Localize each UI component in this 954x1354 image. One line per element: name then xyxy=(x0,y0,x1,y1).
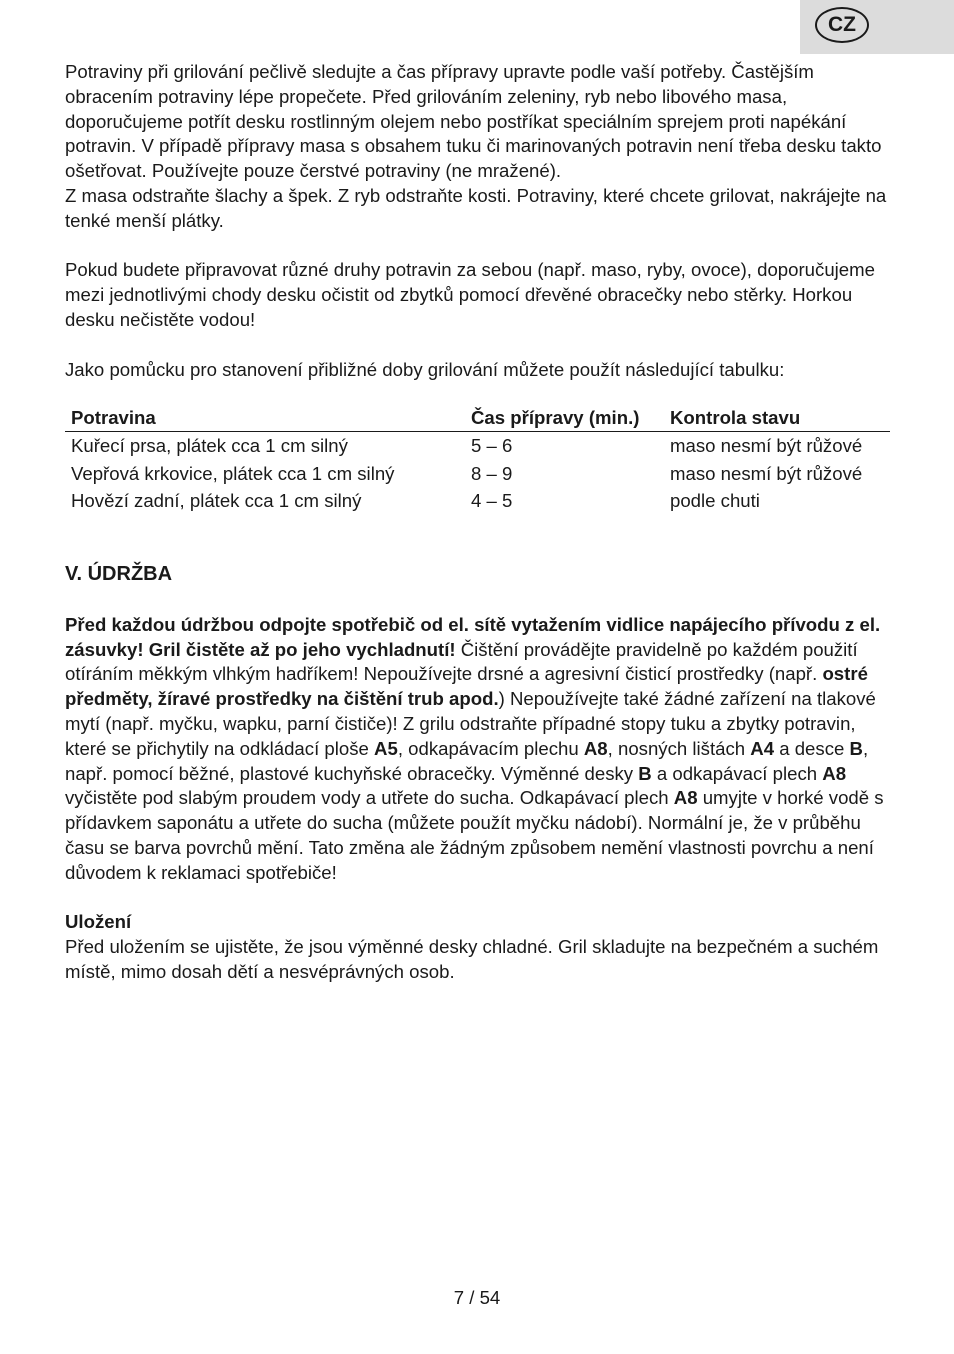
table-cell: maso nesmí být růžové xyxy=(670,462,863,484)
table-header-check: Kontrola stavu xyxy=(664,404,890,432)
table-row xyxy=(65,460,890,488)
table-header-time: Čas přípravy (min.) xyxy=(465,404,664,432)
section-title-storage: Uložení xyxy=(65,911,132,933)
part-ref: A5 xyxy=(374,737,398,759)
warning-text-2: ostré předměty, žíravé prostředky na čištění trub apod. xyxy=(65,663,868,710)
table-cell: 8 – 9 xyxy=(471,462,513,484)
table-cell: Vepřová krkovice, plátek cca 1 cm silný xyxy=(71,462,395,484)
table-header-food: Potravina xyxy=(65,404,465,432)
table-cell: Hovězí zadní, plátek cca 1 cm silný xyxy=(71,490,362,512)
page-content xyxy=(65,60,895,985)
language-badge: CZ xyxy=(815,7,869,43)
grilling-time-table xyxy=(65,404,890,515)
paragraph-storage: Před uložením se ujistěte, že jsou výměnné desky chladné. Gril skladujte na bezpečném a suchém místě, mimo dosah dětí a nesvéprávných osob. xyxy=(65,936,879,983)
part-ref: B xyxy=(849,737,863,759)
section-title-maintenance: V. ÚDRŽBA xyxy=(65,562,173,585)
part-ref: A4 xyxy=(750,737,775,759)
table-cell: 5 – 6 xyxy=(471,435,513,457)
table-cell: Kuřecí prsa, plátek cca 1 cm silný xyxy=(71,435,348,457)
table-cell: maso nesmí být růžové xyxy=(670,435,863,457)
text-run: , např. pomocí běžné, plastové kuchyňské obracečky. Výměnné desky xyxy=(65,737,869,784)
part-ref: A8 xyxy=(822,762,847,784)
text-run: vyčistěte pod slabým proudem vody a utřete do sucha. Odkapávací plech xyxy=(65,787,674,809)
page-number: 7 / 54 xyxy=(453,1287,501,1308)
paragraph-preparation: Z masa odstraňte šlachy a špek. Z ryb odstraňte kosti. Potraviny, které chcete grilovat, nakrájejte na tenké menší plátky. xyxy=(65,184,887,231)
paragraph-grilling-tips: Potraviny při grilování pečlivě sledujte a čas přípravy upravte podle vaší potřeby. Častějším obracením potraviny lépe propečete. Před grilováním zeleniny, ryb nebo libového masa, doporučujeme potřít desku rostlinným olejem nebo postříkat speciálním sprejem proti napékání potravin. V případě přípravy masa s obsahem tuku či marinovaných potravin není třeba desku takto ošetřovat. Používejte pouze čerstvé potraviny (ne mražené). xyxy=(65,61,882,182)
language-tab xyxy=(800,0,954,54)
text-run: a odkapávací plech xyxy=(651,762,823,784)
part-ref: A8 xyxy=(673,787,698,809)
paragraph-cleaning-between: Pokud budete připravovat různé druhy potravin za sebou (např. maso, ryby, ovoce), doporučujeme mezi jednotlivými chody desku očistit od zbytků pomocí dřevěné obracečky nebo stěrky. Horkou desku nečistěte vodou! xyxy=(65,259,875,330)
text-run: , nosných lištách xyxy=(607,737,751,759)
part-ref: B xyxy=(638,762,652,784)
paragraph-maintenance xyxy=(65,613,895,886)
table-row xyxy=(65,432,890,460)
part-ref: A8 xyxy=(583,737,608,759)
table-header-row xyxy=(65,404,890,432)
text-run: umyjte v horké vodě s přídavkem saponátu a utřete do sucha (můžete použít myčku nádobí). Normální je, že v průběhu času se barva povrchů mění. Tato změna ale žádným způsobem nemění vlastnosti povrchu a není důvodem k reklamaci spotřebiče! xyxy=(65,787,884,883)
warning-text: Před každou údržbou odpojte spotřebič od el. sítě vytažením vidlice napájecího přívodu z el. zásuvky! Gril čistěte až po jeho vychladnutí! xyxy=(65,613,881,660)
table-cell: podle chuti xyxy=(670,490,760,512)
text-run: a desce xyxy=(774,737,850,759)
paragraph-table-intro: Jako pomůcku pro stanovení přibližné doby grilování můžete použít následující tabulku: xyxy=(65,358,785,380)
text-run: Čištění provádějte pravidelně po každém použití otíráním měkkým vlhkým hadříkem! Nepoužívejte drsné a agresivní čisticí prostředky (např. xyxy=(65,638,858,685)
table-row xyxy=(65,487,890,515)
text-run: ) Nepoužívejte také žádné zařízení na tlakové mytí (např. myčku, wapku, parní čističe)! Z grilu odstraňte případné stopy tuku a zbytky potravin, které se přichytily na odkládací ploše xyxy=(65,688,876,759)
table-cell: 4 – 5 xyxy=(471,490,513,512)
text-run: , odkapávacím plechu xyxy=(397,737,584,759)
